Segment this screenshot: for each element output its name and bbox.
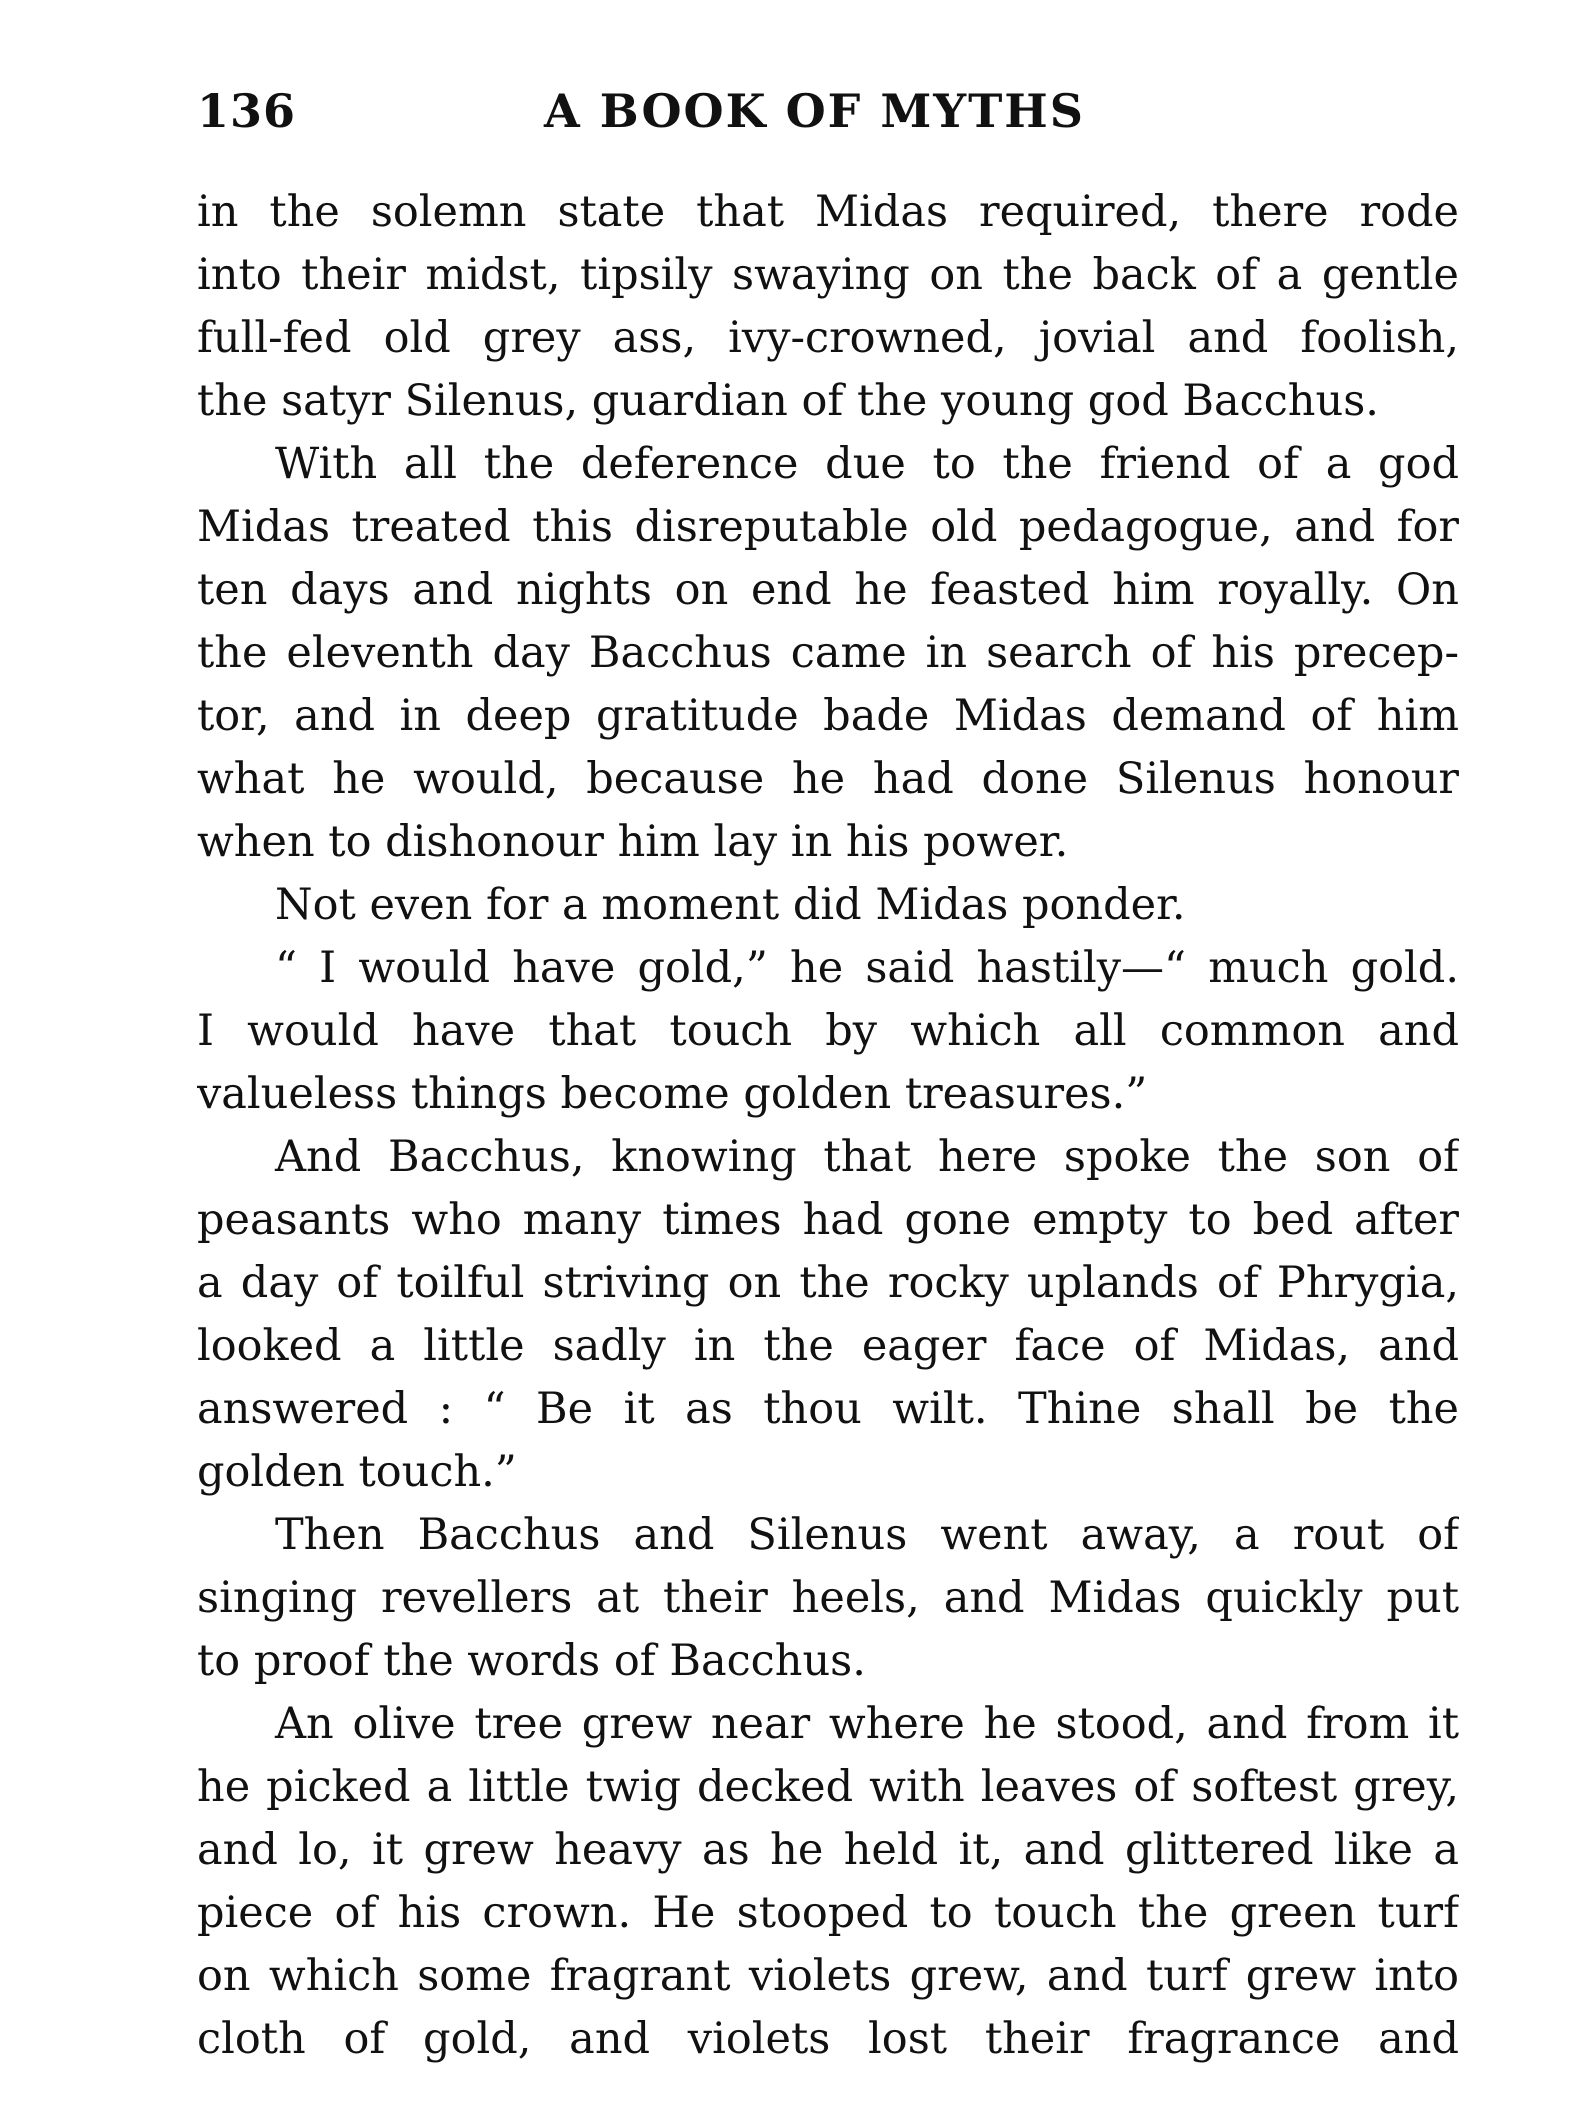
text-line: cloth of gold, and violets lost their fragrance and [197,2014,1459,2064]
running-head [197,84,1459,144]
text-line: into their midst, tipsily swaying on the back of a gentle [197,250,1459,300]
text-line: ten days and nights on end he feasted him royally. On [197,565,1459,615]
text-line: the eleventh day Bacchus came in search of his precep- [197,628,1459,678]
text-line: what he would, because he had done Silenus honour [197,754,1459,804]
text-line: With all the deference due to the friend of a god [275,439,1459,489]
text-line: I would have that touch by which all common and [197,1006,1459,1056]
text-line: piece of his crown. He stooped to touch the green turf [197,1888,1459,1938]
text-line: peasants who many times had gone empty to bed after [197,1195,1459,1245]
text-line: when to dishonour him lay in his power. [197,817,1069,867]
text-line: singing revellers at their heels, and Midas quickly put [197,1573,1459,1623]
text-line: in the solemn state that Midas required, there rode [197,187,1459,237]
text-line: An olive tree grew near where he stood, and from it [275,1699,1459,1749]
text-line: on which some fragrant violets grew, and turf grew into [197,1951,1459,2001]
text-line: Then Bacchus and Silenus went away, a rout of [275,1510,1459,1560]
page-number: 136 [197,84,297,138]
text-line: he picked a little twig decked with leaves of softest grey, [197,1762,1459,1812]
text-line: and lo, it grew heavy as he held it, and glittered like a [197,1825,1459,1875]
text-line: full-fed old grey ass, ivy-crowned, jovial and foolish, [197,313,1459,363]
text-line: answered : “ Be it as thou wilt. Thine shall be the [197,1384,1459,1434]
text-line: a day of toilful striving on the rocky uplands of Phrygia, [197,1258,1459,1308]
text-line: golden touch.” [197,1447,517,1497]
text-line: valueless things become golden treasures.” [197,1069,1148,1119]
text-line: “ I would have gold,” he said hastily—“ much gold. [275,943,1459,993]
body-text [197,181,1459,2071]
text-line: to proof the words of Bacchus. [197,1636,866,1686]
text-line: the satyr Silenus, guardian of the young god Bacchus. [197,376,1379,426]
book-title: A BOOK OF MYTHS [544,84,1085,138]
text-line: tor, and in deep gratitude bade Midas demand of him [197,691,1459,741]
text-line: Midas treated this disreputable old pedagogue, and for [197,502,1459,552]
text-line: looked a little sadly in the eager face of Midas, and [197,1321,1459,1371]
text-line: Not even for a moment did Midas ponder. [275,880,1186,930]
text-line: And Bacchus, knowing that here spoke the son of [275,1132,1459,1182]
